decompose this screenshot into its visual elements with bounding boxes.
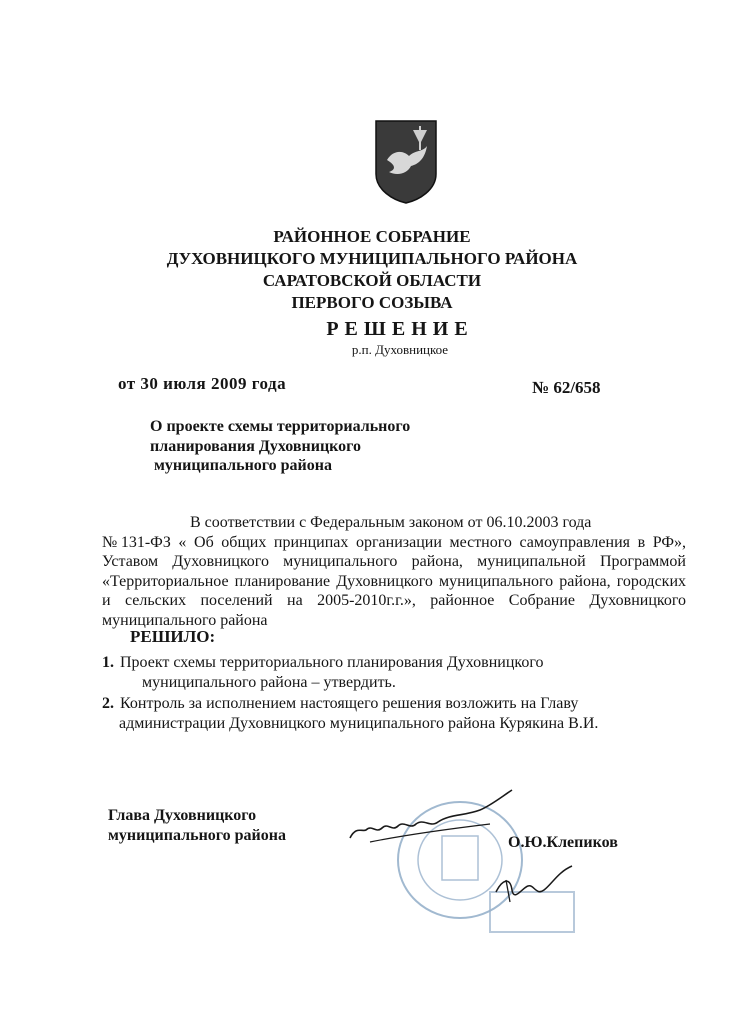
item-number: 1. — [102, 654, 114, 671]
header-line-2: ДУХОВНИЦКОГО МУНИЦИПАЛЬНОГО РАЙОНА — [166, 249, 578, 268]
document-subject — [150, 417, 450, 476]
resolved-heading: РЕШИЛО: — [130, 627, 216, 646]
signature-initials — [488, 862, 578, 912]
signatory-name: О.Ю.Клепиков — [508, 834, 618, 851]
resolution-item — [102, 653, 702, 692]
item-text-cont: администрации Духовницкого муниципального района Курякина В.И. — [119, 714, 599, 732]
signature — [340, 786, 520, 850]
body-first-line: В соответствии с Федеральным законом от 06.10.2003 года — [190, 514, 592, 531]
body-text — [102, 513, 686, 630]
body-paragraph: №131-ФЗ « Об общих принципах организации местного самоуправления в РФ», Уставом Духовницкого муниципального района, муниципальной Программой «Территориальное планирование Духовницкого муниципального района, городских и сельских поселений на 2005-2010г.г.», районное Собрание Духовницкого муниципального района — [102, 533, 686, 629]
document-date: от 30 июля 2009 года — [118, 374, 287, 393]
header-line-3: САРАТОВСКОЙ ОБЛАСТИ — [262, 271, 482, 290]
position-line: Глава Духовницкого — [108, 807, 257, 824]
signatory-position — [108, 806, 286, 845]
resolution-item — [102, 694, 702, 733]
subject-line: О проекте схемы территориального — [150, 418, 411, 435]
subject-line: муниципального района — [154, 457, 332, 474]
subject-line: планирования Духовницкого — [150, 437, 362, 455]
header-line-4: ПЕРВОГО СОЗЫВА — [291, 293, 453, 312]
coat-of-arms-emblem — [375, 120, 437, 204]
header-line-1: РАЙОННОЕ СОБРАНИЕ — [273, 227, 471, 246]
place: р.п. Духовницкое — [351, 342, 449, 357]
item-text-cont: муниципального района – утвердить. — [142, 673, 396, 691]
document-number: № 62/658 — [532, 378, 601, 397]
item-text: Проект схемы территориального планирования Духовницкого — [120, 654, 544, 671]
document-title: РЕШЕНИЕ — [326, 318, 474, 340]
position-line: муниципального района — [108, 826, 286, 844]
item-number: 2. — [102, 695, 114, 712]
item-text: Контроль за исполнением настоящего решения возложить на Главу — [120, 695, 579, 712]
